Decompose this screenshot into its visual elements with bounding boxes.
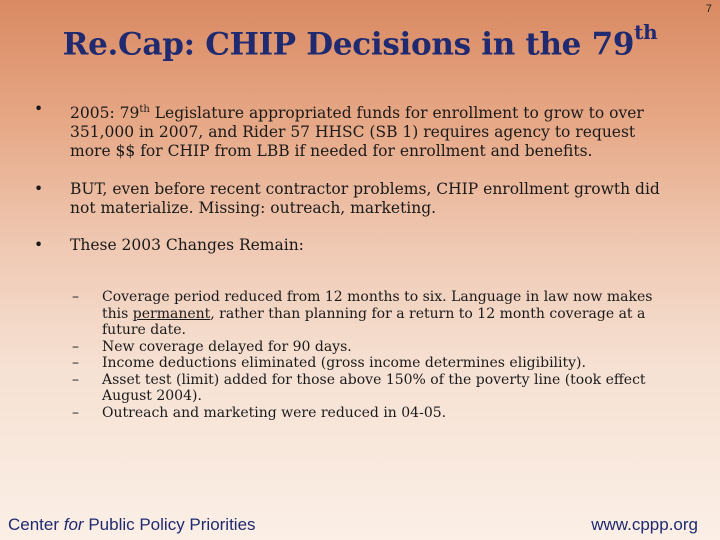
sub-bullet-text: Outreach and marketing were reduced in 04-05. [102, 404, 447, 421]
footer-org-pre: Center [8, 515, 64, 534]
page-number: 7 [705, 3, 712, 15]
sub-bullet-symbol: – [72, 355, 79, 371]
slide-title [0, 20, 720, 63]
bullet-text: BUT, even before recent contractor problems, CHIP enrollment growth did not materialize. Missing: outreach, marketing. [70, 180, 660, 218]
footer-org-italic: for [63, 515, 84, 534]
bullet-text: These 2003 Changes Remain: [70, 236, 304, 255]
sub-bullet-text-post: , rather than planning for a return to 12 month coverage at a future date. [102, 305, 646, 338]
bullet-superscript: th [139, 104, 150, 115]
sub-bullet-text-pre: Coverage period reduced from 12 months to six. Language in law now makes this [102, 289, 653, 322]
footer-url: www.cppp.org [591, 515, 698, 534]
title-text: Re.Cap: CHIP Decisions in the 79 [62, 26, 635, 63]
sub-bullet-symbol: – [72, 338, 79, 355]
sub-bullet-symbol: – [72, 289, 79, 305]
sub-bullet-underlined: permanent [132, 305, 211, 322]
sub-bullet-symbol: – [72, 404, 79, 421]
sub-bullet-symbol: – [72, 371, 79, 388]
bullet-item [30, 100, 680, 161]
sub-bullet-item [70, 405, 670, 422]
sub-bullet-text: New coverage delayed for 90 days. [102, 338, 352, 355]
sub-bullet-list [70, 289, 670, 421]
footer-organization [8, 515, 256, 535]
bullet-symbol: • [34, 180, 44, 199]
sub-bullet-item [70, 339, 670, 356]
title-superscript: th [634, 20, 658, 44]
sub-bullet-item [70, 372, 670, 405]
sub-bullet-item [70, 289, 670, 339]
sub-bullet-text: Income deductions eliminated (gross income determines eligibility). [102, 355, 586, 371]
footer-org-post: Public Policy Priorities [83, 515, 256, 534]
bullet-item [30, 236, 680, 255]
bullet-text-pre: 2005: 79 [70, 104, 140, 123]
bullet-symbol: • [34, 100, 44, 118]
bullet-list [30, 100, 680, 255]
bullet-symbol: • [34, 236, 44, 255]
bullet-text-post: Legislature appropriated funds for enrollment to grow to over 351,000 in 2007, and Rider 57 HHSC (SB 1) requires agency to request more $$ for CHIP from LBB if needed for enrollment and benefits. [70, 104, 644, 161]
sub-bullet-item [70, 355, 670, 372]
sub-bullet-text: Asset test (limit) added for those above 150% of the poverty line (took effect August 2004). [102, 371, 646, 404]
bullet-item [30, 180, 680, 218]
